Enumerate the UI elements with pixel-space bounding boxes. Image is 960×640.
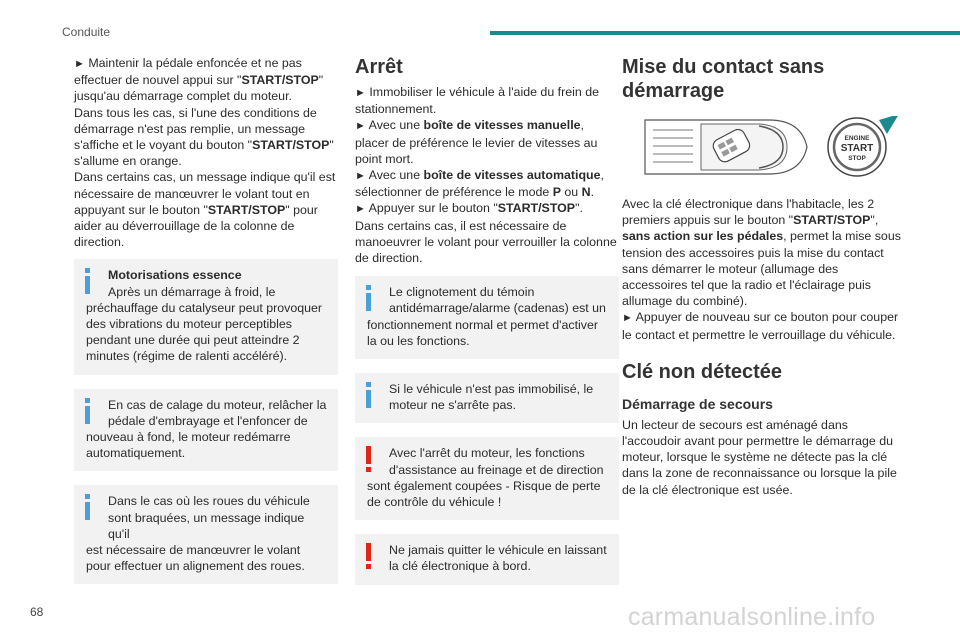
page-number: 68 <box>30 605 44 619</box>
info-icon <box>83 268 92 294</box>
info-note-wheels: Dans le cas où les roues du véhicule sont braquées, un message indique qu'il est nécessaire de manœuvrer le volant pour effectuer un alignement des roues. <box>74 485 338 584</box>
key-and-start-button-illustration <box>641 116 901 178</box>
warning-icon <box>364 543 373 569</box>
stop-steps: ► Immobiliser le véhicule à l'aide du frein de stationnement. ► Avec une boîte de vitesses manuelle, placer de préférence le levier de vitesses au point mort. ► Avec une boîte de vitesses automatique, sélectionner de préférence le mode P ou N. ► Appuyer sur le bouton "START/STOP". Dans certains cas, il est nécessaire de manoeuvrer le volant pour verrouiller la colonne de direction. <box>355 85 617 266</box>
warning-note-assistance: Avec l'arrêt du moteur, les fonctions d'assistance au freinage et de direction sont également coupées - Risque de perte de contrôle du véhicule ! <box>355 437 619 520</box>
column-3 <box>622 55 902 103</box>
section-accent-bar <box>490 31 960 35</box>
info-icon <box>364 382 373 408</box>
warning-icon <box>364 446 373 472</box>
info-icon <box>364 285 373 311</box>
watermark: carmanualsonline.info <box>628 603 876 631</box>
column-3-body <box>622 196 902 498</box>
intro-paragraph: ► Maintenir la pédale enfoncée et ne pas effectuer de nouvel appui sur "START/STOP" jusqu'au démarrage complet du moteur. Dans tous les cas, si l'une des conditions de démarrage n'est pas remplie, un message s'affiche et le voyant du bouton "START/STOP" s'allume en orange. Dans certains cas, un message indique qu'il est nécessaire de manœuvrer le volant tout en appuyant sur le bouton "START/STOP" pour aider au déverrouillage de la colonne de direction. <box>74 56 336 250</box>
info-note-stall: En cas de calage du moteur, relâcher la pédale d'embrayage et l'enfoncer de nouveau à fond, le moteur redémarre automatiquement. <box>74 389 338 472</box>
bullet-arrow: ► <box>622 312 633 325</box>
section-title-key-not-detected: Clé non détectée <box>622 360 783 383</box>
ignition-paragraph: Avec la clé électronique dans l'habitacle, les 2 premiers appuis sur le bouton "START/STOP", sans action sur les pédales, permet la mise sous tension des accessoires puis la mise du contact sans démarrer le moteur (allumage des accessoires tel que la radio et l'éclairage puis allumage du combiné). ► Appuyer de nouveau sur ce bouton pour couper le contact et permettre le verrouillage du véhicule. <box>622 197 901 342</box>
info-note-blinking: Le clignotement du témoin antidémarrage/alarme (cadenas) est un fonctionnement normal et permet d'activer la ou les fonctions. <box>355 276 619 359</box>
section-title-stop: Arrêt <box>355 56 403 78</box>
bullet-arrow: ► <box>355 170 366 183</box>
info-icon <box>83 398 92 424</box>
subsection-title-emergency-start: Démarrage de secours <box>622 395 773 412</box>
warning-note-key-on-board: Ne jamais quitter le véhicule en laissant la clé électronique à bord. <box>355 534 619 584</box>
bullet-arrow: ► <box>355 87 366 99</box>
bullet-arrow: ► <box>74 58 85 70</box>
button-text-stop: STOP <box>848 155 866 162</box>
section-name: Conduite <box>62 25 111 39</box>
button-text-start: START <box>840 143 874 154</box>
emergency-start-paragraph: Un lecteur de secours est aménagé dans l'accoudoir avant pour permettre le démarrage du moteur, lorsque le système ne détecte pas la clé dans la zone de reconnaissance ou lorsque la pile de la clé électronique est usée. <box>622 417 897 497</box>
bullet-arrow: ► <box>355 120 366 133</box>
column-1 <box>74 55 338 584</box>
info-note-petrol: Motorisations essence Après un démarrage à froid, le préchauffage du catalyseur peut provoquer des vibrations du moteur perceptibles pendant une durée qui peut atteindre 2 minutes (régime de ralenti accéléré). <box>74 259 338 374</box>
section-title-ignition: Mise du contact sans démarrage <box>622 56 825 102</box>
info-note-not-immobilised: Si le véhicule n'est pas immobilisé, le moteur ne s'arrête pas. <box>355 373 619 423</box>
info-icon <box>83 494 92 520</box>
button-text-engine: ENGINE <box>844 135 870 142</box>
bullet-arrow: ► <box>355 203 366 216</box>
engine-start-stop-button-icon <box>828 116 899 176</box>
column-2 <box>355 55 619 585</box>
